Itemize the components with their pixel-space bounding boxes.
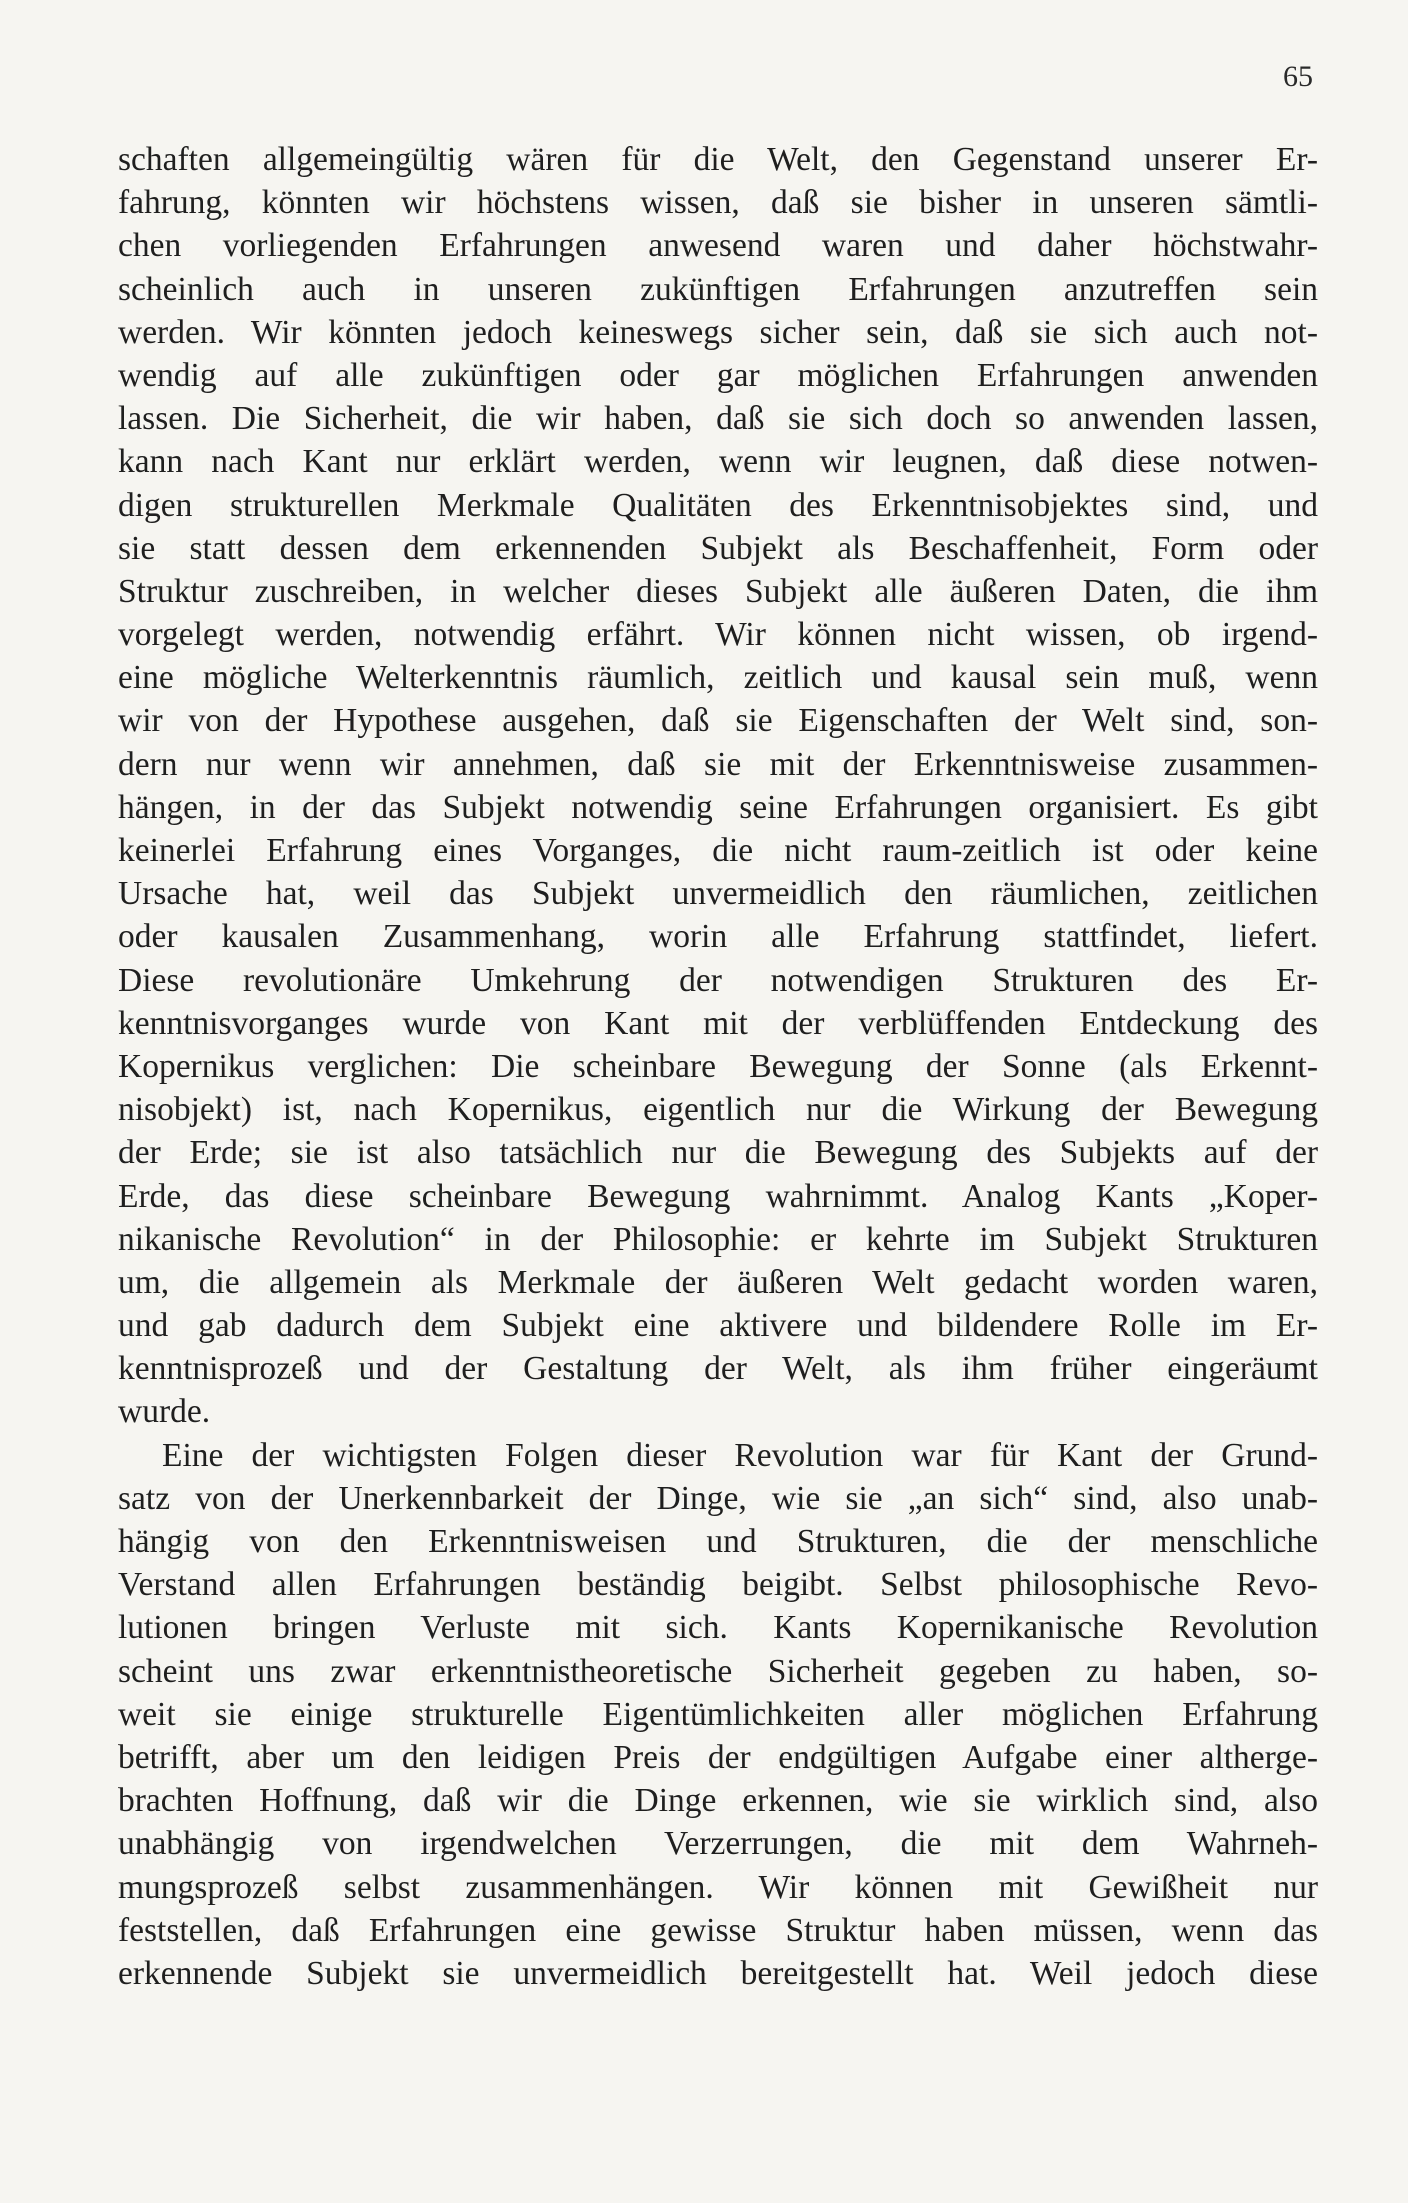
- text-line: nisobjekt) ist, nach Kopernikus, eigentlich nur die Wirkung der Bewegung: [118, 1091, 1318, 1129]
- text-line: satz von der Unerkennbarkeit der Dinge, wie sie „an sich“ sind, also unab-: [118, 1479, 1318, 1517]
- text-line: schaften allgemeingültig wären für die Welt, den Gegenstand unserer Er-: [118, 141, 1318, 178]
- text-line: scheinlich auch in unseren zukünftigen Erfahrungen anzutreffen sein: [118, 270, 1318, 308]
- text-line: Erde, das diese scheinbare Bewegung wahrnimmt. Analog Kants „Koper-: [118, 1177, 1318, 1215]
- text-line: kenntnisvorganges wurde von Kant mit der verblüffenden Entdeckung des: [118, 1004, 1318, 1042]
- body-text: [118, 138, 1318, 1995]
- paragraph-1: [118, 138, 1318, 1434]
- text-line: eine mögliche Welterkenntnis räumlich, zeitlich und kausal sein muß, wenn: [118, 659, 1318, 697]
- text-line: hängig von den Erkenntnisweisen und Strukturen, die der menschliche: [118, 1523, 1318, 1560]
- text-line: werden. Wir könnten jedoch keineswegs sicher sein, daß sie sich auch not-: [118, 313, 1318, 351]
- text-line: der Erde; sie ist also tatsächlich nur die Bewegung des Subjekts auf der: [118, 1134, 1318, 1172]
- text-line: kann nach Kant nur erklärt werden, wenn wir leugnen, daß diese notwen-: [118, 443, 1318, 481]
- text-line: feststellen, daß Erfahrungen eine gewisse Struktur haben müssen, wenn das: [118, 1911, 1318, 1949]
- text-line: wir von der Hypothese ausgehen, daß sie Eigenschaften der Welt sind, son-: [118, 702, 1318, 740]
- text-line: wurde.: [118, 1393, 211, 1431]
- text-line: weit sie einige strukturelle Eigentümlichkeiten aller möglichen Erfahrung: [118, 1695, 1318, 1733]
- text-line: Ursache hat, weil das Subjekt unvermeidlich den räumlichen, zeitlichen: [118, 875, 1318, 913]
- text-line: vorgelegt werden, notwendig erfährt. Wir können nicht wissen, ob irgend-: [118, 616, 1318, 654]
- text-line: digen strukturellen Merkmale Qualitäten des Erkenntnisobjektes sind, und: [118, 486, 1318, 524]
- text-line: nikanische Revolution“ in der Philosophie: er kehrte im Subjekt Strukturen: [118, 1220, 1318, 1258]
- text-line: Kopernikus verglichen: Die scheinbare Bewegung der Sonne (als Erkennt-: [118, 1047, 1318, 1085]
- text-line: Diese revolutionäre Umkehrung der notwendigen Strukturen des Er-: [118, 961, 1318, 999]
- text-line: dern nur wenn wir annehmen, daß sie mit der Erkenntnisweise zusammen-: [118, 745, 1318, 783]
- text-line: scheint uns zwar erkenntnistheoretische Sicherheit gegeben zu haben, so-: [118, 1652, 1318, 1690]
- text-line: Struktur zuschreiben, in welcher dieses Subjekt alle äußeren Daten, die ihm: [118, 572, 1318, 610]
- paragraph-2: [118, 1434, 1318, 1995]
- text-line: chen vorliegenden Erfahrungen anwesend waren und daher höchstwahr-: [118, 227, 1318, 265]
- text-line: fahrung, könnten wir höchstens wissen, daß sie bisher in unseren sämtli-: [118, 184, 1318, 222]
- text-line: mungsprozeß selbst zusammenhängen. Wir können mit Gewißheit nur: [118, 1868, 1318, 1906]
- text-line: wendig auf alle zukünftigen oder gar möglichen Erfahrungen anwenden: [118, 356, 1318, 394]
- text-line: kenntnisprozeß und der Gestaltung der Welt, als ihm früher eingeräumt: [118, 1350, 1318, 1388]
- text-line: um, die allgemein als Merkmale der äußeren Welt gedacht worden waren,: [118, 1263, 1318, 1301]
- text-line: erkennende Subjekt sie unvermeidlich bereitgestellt hat. Weil jedoch diese: [118, 1954, 1318, 1992]
- text-line: keinerlei Erfahrung eines Vorganges, die nicht raum-zeitlich ist oder keine: [118, 832, 1318, 869]
- text-line: lutionen bringen Verluste mit sich. Kants Kopernikanische Revolution: [118, 1609, 1318, 1647]
- text-line: Eine der wichtigsten Folgen dieser Revolution war für Kant der Grund-: [162, 1436, 1318, 1474]
- text-line: sie statt dessen dem erkennenden Subjekt als Beschaffenheit, Form oder: [118, 529, 1318, 567]
- page-number: 65: [1283, 60, 1313, 93]
- text-line: brachten Hoffnung, daß wir die Dinge erkennen, wie sie wirklich sind, also: [118, 1782, 1318, 1820]
- text-line: hängen, in der das Subjekt notwendig seine Erfahrungen organisiert. Es gibt: [118, 788, 1318, 826]
- text-line: betrifft, aber um den leidigen Preis der endgültigen Aufgabe einer altherge-: [118, 1738, 1318, 1776]
- text-line: und gab dadurch dem Subjekt eine aktivere und bildendere Rolle im Er-: [118, 1307, 1318, 1345]
- text-line: lassen. Die Sicherheit, die wir haben, daß sie sich doch so anwenden lassen,: [118, 400, 1318, 438]
- text-line: oder kausalen Zusammenhang, worin alle Erfahrung stattfindet, liefert.: [118, 918, 1318, 956]
- text-line: Verstand allen Erfahrungen beständig beigibt. Selbst philosophische Revo-: [118, 1566, 1318, 1604]
- text-line: unabhängig von irgendwelchen Verzerrungen, die mit dem Wahrneh-: [118, 1825, 1318, 1863]
